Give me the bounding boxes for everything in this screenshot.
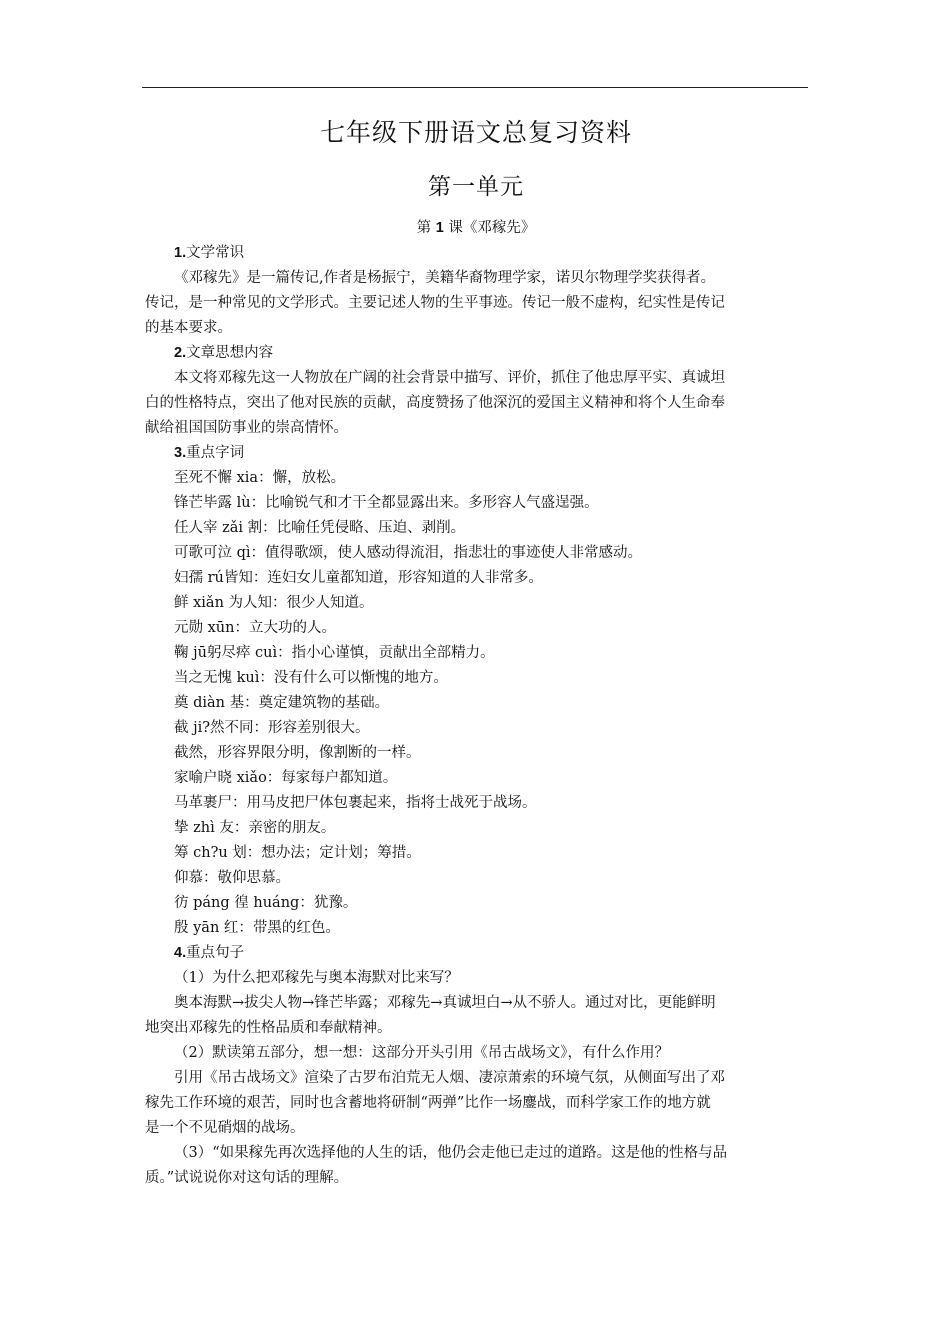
- vocab-item: 筹 ch?u 划：想办法；定计划；筹措。: [174, 845, 421, 861]
- vocab-item: 家喻户晓 xiǎo：每家每户都知道。: [174, 770, 398, 786]
- answer-line: 是一个不见硝烟的战场。: [145, 1120, 305, 1136]
- question-line: （3）“如果稼先再次选择他的人生的话，他仍会走他已走过的道路。这是他的性格与品: [174, 1145, 728, 1161]
- answer-line: 奥本海默→拔尖人物→锋芒毕露；邓稼先→真诚坦白→从不骄人。通过对比，更能鲜明: [174, 995, 716, 1011]
- answer-line: 地突出邓稼先的性格品质和奉献精神。: [145, 1020, 392, 1036]
- paragraph-line: 白的性格特点，突出了他对民族的贡献，高度赞扬了他深沉的爱国主义精神和将个人生命奉: [145, 395, 725, 411]
- unit-title: 第一单元: [428, 174, 524, 200]
- vocab-item: 鲜 xiǎn 为人知：很少人知道。: [174, 595, 374, 611]
- header-rule: [142, 87, 808, 88]
- vocab-item: 元勋 xūn：立大功的人。: [174, 620, 336, 636]
- vocab-item: 鞠 jū躬尽瘁 cuì：指小心谨慎，贡献出全部精力。: [174, 645, 495, 661]
- lesson-name: 课《邓稼先》: [448, 220, 536, 236]
- vocab-item: 仰慕：敬仰思慕。: [174, 870, 290, 886]
- vocab-item: 锋芒毕露 lù：比喻锐气和才干全都显露出来。多形容人气盛逞强。: [174, 495, 599, 511]
- vocab-item: 任人宰 zǎi 割：比喻任凭侵略、压迫、剥削。: [174, 520, 466, 536]
- vocab-item: 至死不懈 xia：懈，放松。: [174, 470, 346, 486]
- vocab-item: 挚 zhì 友：亲密的朋友。: [174, 820, 336, 836]
- question-line: 质。”试说说你对这句话的理解。: [145, 1170, 349, 1186]
- vocab-item: 截然，形容界限分明，像割断的一样。: [174, 745, 421, 761]
- paragraph-line: 献给祖国国防事业的崇高情怀。: [145, 420, 348, 436]
- vocab-item: 彷 páng 徨 huáng：犹豫。: [174, 895, 358, 911]
- vocab-item: 马革裹尸：用马皮把尸体包裹起来，指将士战死于战场。: [174, 795, 537, 811]
- lesson-number: 1: [435, 220, 444, 236]
- answer-line: 稼先工作环境的艰苦，同时也含蓄地将研制“两弹”比作一场鏖战，而科学家工作的地方就: [145, 1095, 711, 1111]
- paragraph-line: 传记，是一种常见的文学形式。主要记述人物的生平事迹。传记一般不虚构，纪实性是传记: [145, 295, 725, 311]
- paragraph-line: 的基本要求。: [145, 320, 232, 336]
- vocab-item: 妇孺 rú皆知：连妇女儿童都知道，形容知道的人非常多。: [174, 570, 543, 586]
- lesson-title: [145, 216, 807, 241]
- vocab-item: 奠 diàn 基：奠定建筑物的基础。: [174, 695, 390, 711]
- section-heading: 1.文学常识: [174, 245, 245, 261]
- question-line: （1）为什么把邓稼先与奥本海默对比来写？: [174, 970, 459, 986]
- vocab-item: 截 ji?然不同：形容差别很大。: [174, 720, 370, 736]
- section-heading: 2.文章思想内容: [174, 345, 274, 361]
- answer-line: 引用《吊古战场文》渲染了古罗布泊荒无人烟、凄凉萧索的环境气氛，从侧面写出了邓: [174, 1070, 725, 1086]
- section-heading: 3.重点字词: [174, 445, 245, 461]
- section-heading: 4.重点句子: [174, 945, 245, 961]
- vocab-item: 可歌可泣 qì：值得歌颂，使人感动得流泪，指悲壮的事迹使人非常感动。: [174, 545, 643, 561]
- paragraph-line: 本文将邓稼先这一人物放在广阔的社会背景中描写、评价，抓住了他忠厚平实、真诚坦: [174, 370, 725, 386]
- question-line: （2）默读第五部分，想一想：这部分开头引用《吊古战场文》，有什么作用？: [174, 1045, 669, 1061]
- lesson-prefix: 第: [416, 220, 432, 236]
- vocab-item: 当之无愧 kuì：没有什么可以惭愧的地方。: [174, 670, 448, 686]
- paragraph-line: 《邓稼先》是一篇传记,作者是杨振宁，美籍华裔物理学家，诺贝尔物理学奖获得者。: [174, 270, 716, 286]
- document-body: [145, 116, 807, 1191]
- vocab-item: 殷 yān 红：带黑的红色。: [174, 920, 340, 936]
- document-title: 七年级下册语文总复习资料: [319, 118, 632, 147]
